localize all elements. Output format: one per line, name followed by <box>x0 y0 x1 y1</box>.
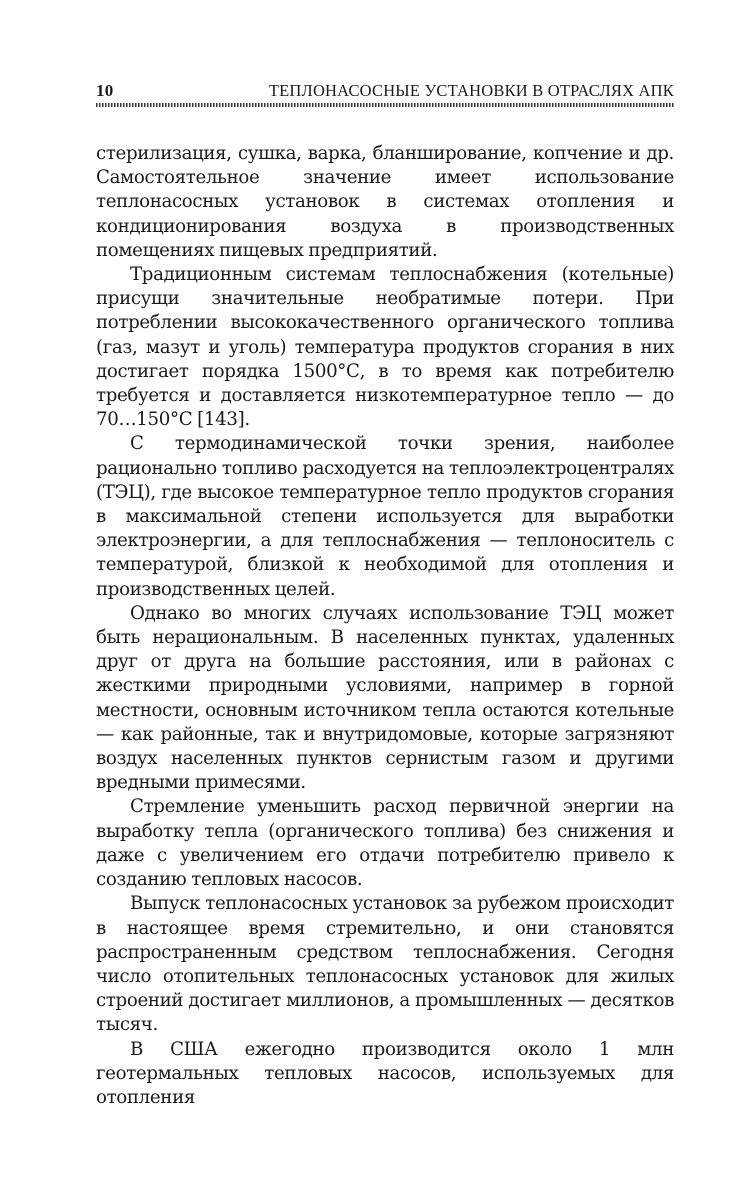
paragraph: Стремление уменьшить расход первичной энергии на выработку тепла (органического топлива) без снижения и даже с увеличением его отдачи потребителю привело к созданию тепловых насосов. <box>96 796 674 891</box>
paragraph: В США ежегодно производится около 1 млн геотермальных тепловых насосов, используемых для отопления <box>96 1038 674 1108</box>
header-dotted-rule <box>96 103 674 107</box>
paragraph: С термодинамической точки зрения, наиболее рационально топливо расходуется на теплоэлектроцентралях (ТЭЦ), где высокое температурное тепло продуктов сгорания в максимальной степени используется для выработки электроэнергии, а для теплоснабжения — теплоноситель с температурой, близкой к необходимой для отопления и производственных целей. <box>96 433 674 600</box>
paragraph: Выпуск теплонасосных установок за рубежом происходит в настоящее время стремительно, и они становятся распространенным средством теплоснабжения. Сегодня число отопительных теплонасосных установок для жилых строений достигает миллионов, а промышленных — десятков тысяч. <box>96 893 674 1036</box>
paragraph-continuation: стерилизация, сушка, варка, бланширование, копчение и др. Самостоятельное значение имеет использование теплонасосных установок в системах отопления и кондиционирования воздуха в производственных помещениях пищевых предприятий. <box>96 143 674 261</box>
paragraph: Однако во многих случаях использование ТЭЦ может быть нерациональным. В населенных пунктах, удаленных друг от друга на большие расстояния, или в районах с жесткими природными условиями, например в горной местности, основным источником тепла остаются котельные — как районные, так и внутридомовые, которые загрязняют воздух населенных пунктов сернистым газом и другими вредными примесями. <box>96 602 674 794</box>
running-head <box>96 79 674 101</box>
page-number: 10 <box>96 81 114 100</box>
running-title: ТЕПЛОНАСОСНЫЕ УСТАНОВКИ В ОТРАСЛЯХ АПК <box>268 81 674 100</box>
body-text <box>96 142 674 1110</box>
paragraph: Традиционным системам теплоснабжения (котельные) присущи значительные необратимые потери. При потреблении высококачественного органического топлива (газ, мазут и уголь) температура продуктов сгорания в них достигает порядка 1500°С, в то время как потребителю требуется и доставляется низкотемпературное тепло — до 70…150°С [143]. <box>96 264 674 431</box>
